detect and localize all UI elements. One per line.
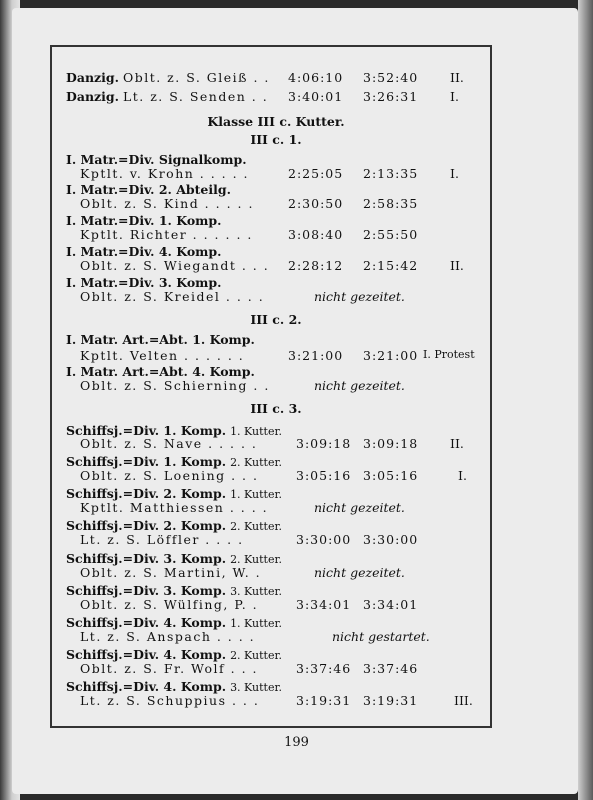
time-raw: 3:40:01: [288, 89, 344, 104]
time-corrected: 2:58:35: [363, 196, 419, 211]
helmsman: Oblt. z. S. Wülfing, P. .: [80, 597, 259, 612]
boat-label: 1. Kutter.: [230, 617, 283, 630]
time-corrected: 3:37:46: [363, 661, 419, 676]
placing: I.: [450, 166, 459, 181]
time-raw: 2:30:50: [288, 196, 344, 211]
boat-label: 3. Kutter.: [230, 585, 283, 598]
unit-name: Schiffsj.=Div. 1. Komp.: [66, 454, 227, 469]
boat-label: 1. Kutter.: [230, 488, 283, 501]
helmsman: Kptlt. v. Krohn . . . . .: [80, 166, 250, 181]
subsection-heading: III c. 2.: [250, 312, 302, 327]
helmsman: Oblt. z. S. Schierning . .: [80, 378, 270, 393]
placing: I.: [450, 89, 459, 104]
status-note: nicht gezeitet.: [314, 565, 405, 580]
helmsman: Kptlt. Matthiessen . . . .: [80, 500, 269, 515]
helmsman: Oblt. z. S. Martini, W. .: [80, 565, 262, 580]
time-raw: 3:21:00: [288, 348, 344, 363]
boat-label: 3. Kutter.: [230, 681, 283, 694]
placing: I.: [458, 468, 467, 483]
time-raw: 3:09:18: [296, 436, 352, 451]
time-raw: 2:25:05: [288, 166, 344, 181]
class-heading: Klasse III c. Kutter.: [207, 114, 345, 129]
subsection-heading: III c. 1.: [250, 132, 302, 147]
boat-label: 1. Kutter.: [230, 425, 283, 438]
time-raw: 3:34:01: [296, 597, 352, 612]
helmsman: Oblt. z. S. Gleiß . .: [122, 70, 270, 85]
status-note: nicht gezeitet.: [314, 500, 405, 515]
time-raw: 2:28:12: [288, 258, 344, 273]
unit-name: Schiffsj.=Div. 4. Komp.: [66, 615, 227, 630]
helmsman: Oblt. z. S. Wiegandt . . .: [80, 258, 270, 273]
unit-name: Schiffsj.=Div. 2. Komp.: [66, 486, 227, 501]
helmsman: Oblt. z. S. Loening . . .: [80, 468, 259, 483]
time-raw: 3:05:16: [296, 468, 352, 483]
unit-name: I. Matr.=Div. 1. Komp.: [66, 213, 222, 228]
unit-name: I. Matr. Art.=Abt. 4. Komp.: [66, 364, 255, 379]
unit-name: I. Matr.=Div. Signalkomp.: [66, 152, 247, 167]
time-corrected: 3:05:16: [363, 468, 419, 483]
time-corrected: 2:55:50: [363, 227, 419, 242]
helmsman: Oblt. z. S. Fr. Wolf . . .: [80, 661, 259, 676]
unit-name: Danzig.: [66, 70, 119, 85]
time-corrected: 3:21:00: [363, 348, 419, 363]
placing: II.: [450, 436, 464, 451]
time-corrected: 2:15:42: [363, 258, 419, 273]
unit-name: Schiffsj.=Div. 3. Komp.: [66, 551, 227, 566]
boat-label: 2. Kutter.: [230, 649, 283, 662]
time-corrected: 3:34:01: [363, 597, 419, 612]
time-raw: 3:19:31: [296, 693, 352, 708]
helmsman: Lt. z. S. Schuppius . . .: [80, 693, 260, 708]
status-note: nicht gezeitet.: [314, 378, 405, 393]
time-raw: 3:08:40: [288, 227, 344, 242]
time-corrected: 3:52:40: [363, 70, 419, 85]
helmsman: Oblt. z. S. Nave . . . . .: [80, 436, 258, 451]
unit-name: Schiffsj.=Div. 2. Komp.: [66, 518, 227, 533]
unit-name: I. Matr. Art.=Abt. 1. Komp.: [66, 332, 255, 347]
status-note: nicht gestartet.: [332, 629, 430, 644]
unit-name: Schiffsj.=Div. 4. Komp.: [66, 679, 227, 694]
unit-name: Schiffsj.=Div. 3. Komp.: [66, 583, 227, 598]
boat-label: 2. Kutter.: [230, 520, 283, 533]
placing: II.: [450, 258, 464, 273]
placing: II.: [450, 70, 464, 85]
helmsman: Kptlt. Velten . . . . . .: [80, 348, 245, 363]
helmsman: Oblt. z. S. Kreidel . . . .: [80, 289, 265, 304]
unit-name: I. Matr.=Div. 2. Abteilg.: [66, 182, 231, 197]
helmsman: Oblt. z. S. Kind . . . . .: [80, 196, 254, 211]
unit-name: Schiffsj.=Div. 4. Komp.: [66, 647, 227, 662]
unit-name: Danzig.: [66, 89, 119, 104]
helmsman: Lt. z. S. Löffler . . . .: [80, 532, 244, 547]
placing: I. Protest: [423, 348, 475, 361]
boat-label: 2. Kutter.: [230, 553, 283, 566]
placing: III.: [454, 693, 473, 708]
helmsman: Lt. z. S. Senden . .: [122, 89, 269, 104]
unit-name: I. Matr.=Div. 3. Komp.: [66, 275, 222, 290]
time-corrected: 3:30:00: [363, 532, 419, 547]
helmsman: Kptlt. Richter . . . . . .: [80, 227, 253, 242]
page-number: 199: [284, 735, 309, 750]
time-raw: 3:37:46: [296, 661, 352, 676]
time-corrected: 2:13:35: [363, 166, 419, 181]
right-page-edge: [578, 0, 593, 800]
time-corrected: 3:09:18: [363, 436, 419, 451]
time-corrected: 3:19:31: [363, 693, 419, 708]
status-note: nicht gezeitet.: [314, 289, 405, 304]
subsection-heading: III c. 3.: [250, 401, 302, 416]
time-raw: 3:30:00: [296, 532, 352, 547]
helmsman: Lt. z. S. Anspach . . . .: [80, 629, 256, 644]
unit-name: Schiffsj.=Div. 1. Komp.: [66, 423, 227, 438]
time-raw: 4:06:10: [288, 70, 344, 85]
boat-label: 2. Kutter.: [230, 456, 283, 469]
time-corrected: 3:26:31: [363, 89, 419, 104]
unit-name: I. Matr.=Div. 4. Komp.: [66, 244, 222, 259]
